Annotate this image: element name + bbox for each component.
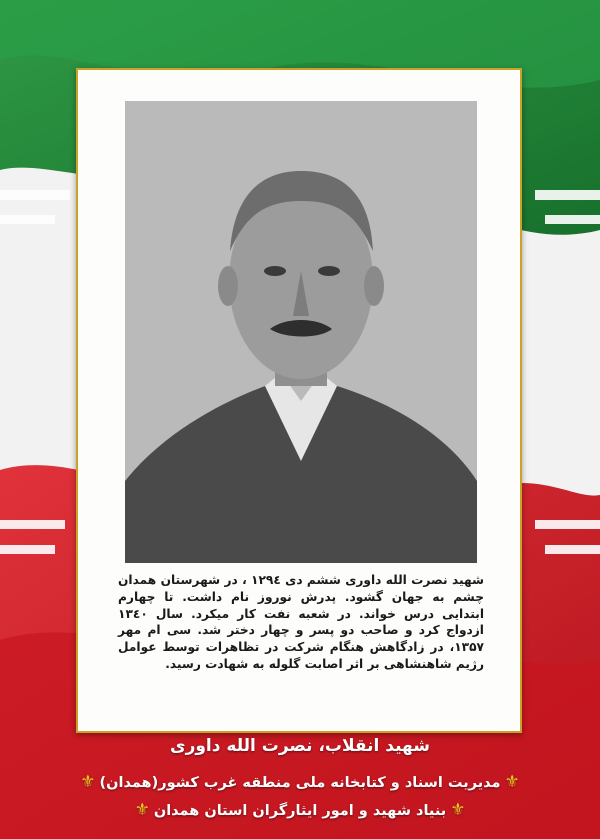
portrait-photo	[125, 101, 477, 563]
fleur-de-lis-icon: ⚜	[504, 772, 520, 792]
footer-org-line-1	[0, 772, 600, 792]
martyr-title: شهید انقلاب، نصرت الله داوری	[169, 736, 430, 756]
portrait-image	[125, 101, 477, 563]
fleur-de-lis-icon: ⚜	[450, 800, 466, 820]
fleur-de-lis-icon: ⚜	[134, 800, 150, 820]
photo-card	[76, 68, 522, 733]
org-line-1-text: مدیریت اسناد و کتابخانه ملی منطقه غرب کشور(همدان)	[99, 775, 501, 791]
org-line-2-text: بنیاد شهید و امور ایثارگران استان همدان	[153, 803, 447, 819]
fleur-de-lis-icon: ⚜	[80, 772, 96, 792]
footer-org-line-2	[0, 800, 600, 820]
biography-text: شهید نصرت الله داوری ششم دی ۱۲۹٤ ، در شهرستان همدان چشم به جهان گشود. پدرش نوروز نام داشت. تا چهارم ابتدایی درس خواند. در شعبه نفت کار میکرد. سال ۱۳٤۰ ازدواج کرد و صاحب دو پسر و چهار دختر شد. سی ام مهر ۱۳۵۷، در زادگاهش هنگام شرکت در تظاهرات توسط عوامل رژیم شاهنشاهی بر اثر اصابت گلوله به شهادت رسید.	[118, 573, 484, 671]
